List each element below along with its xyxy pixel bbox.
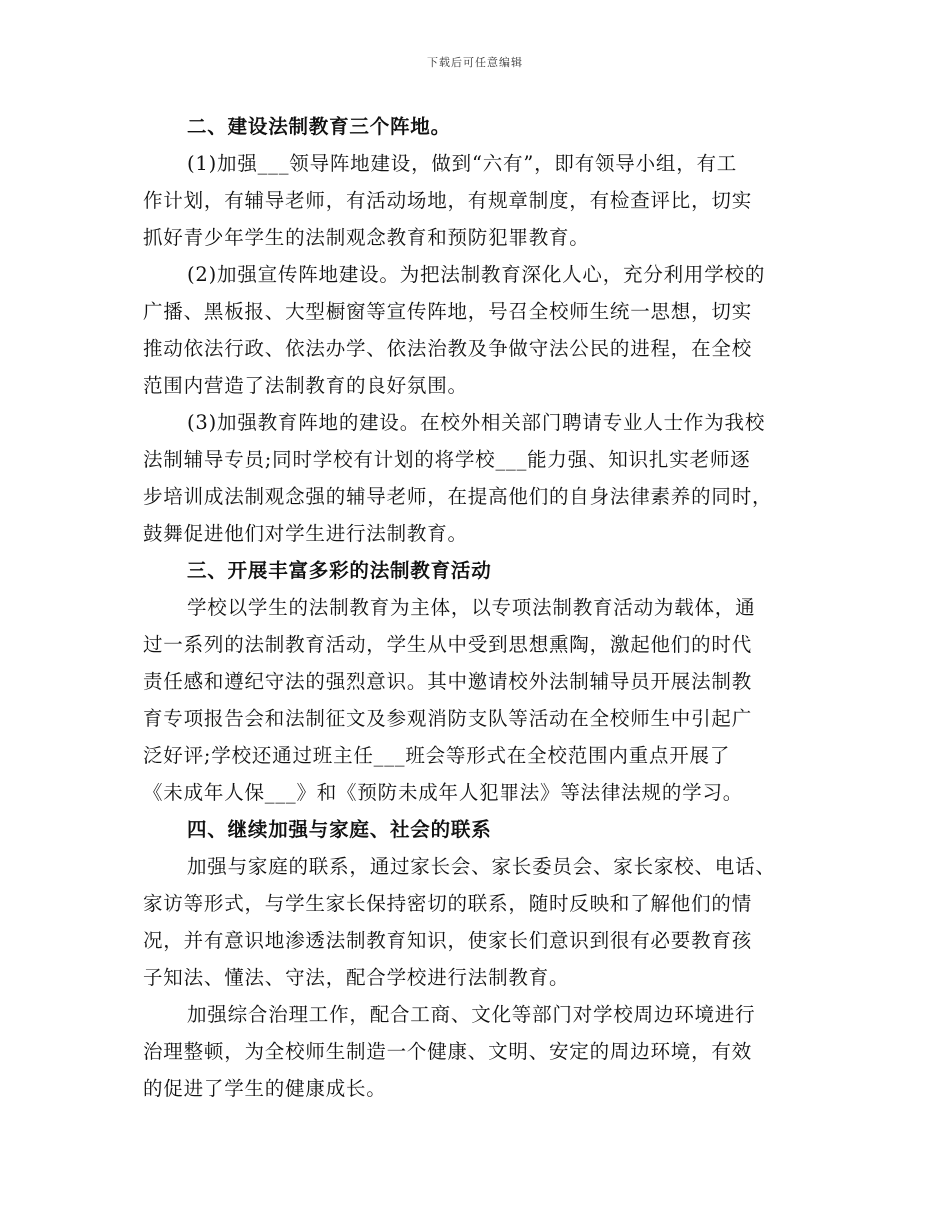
paragraph-line: 范围内营造了法制教育的良好氛围。 <box>143 374 468 397</box>
section-heading-4: 四、继续加强与家庭、社会的联系 <box>187 818 492 841</box>
paragraph-line: 作计划，有辅导老师，有活动场地，有规章制度，有检查评比，切实 <box>143 189 753 212</box>
document-body <box>143 108 813 1107</box>
paragraph-line: 子知法、懂法、守法，配合学校进行法制教育。 <box>143 966 570 989</box>
paragraph-line: 治理整顿，为全校师生制造一个健康、文明、安定的周边环境，有效 <box>143 1040 753 1063</box>
paragraph-line: 抓好青少年学生的法制观念教育和预防犯罪教育。 <box>143 226 590 249</box>
paragraph-line: 广播、黑板报、大型橱窗等宣传阵地，号召全校师生统一思想，切实 <box>143 300 753 323</box>
paragraph-line: 步培训成法制观念强的辅导老师，在提高他们的自身法律素养的同时， <box>143 485 773 508</box>
paragraph-line: (3)加强教育阵地的建设。在校外相关部门聘请专业人士作为我校 <box>187 411 766 434</box>
page-header: 下载后可任意编辑 <box>427 56 523 69</box>
paragraph-line: 加强综合治理工作，配合工商、文化等部门对学校周边环境进行 <box>187 1003 756 1026</box>
paragraph-line: 家访等形式，与学生家长保持密切的联系，随时反映和了解他们的情 <box>143 892 753 915</box>
paragraph-line: 推动依法行政、依法办学、依法治教及争做守法公民的进程，在全校 <box>143 337 753 360</box>
paragraph-line: 责任感和遵纪守法的强烈意识。其中邀请校外法制辅导员开展法制教 <box>143 670 753 693</box>
paragraph-line: 育专项报告会和法制征文及参观消防支队等活动在全校师生中引起广 <box>143 707 753 730</box>
section-heading-3: 三、开展丰富多彩的法制教育活动 <box>187 559 492 582</box>
paragraph-line: 《未成年人保___》和《预防未成年人犯罪法》等法律法规的学习。 <box>143 781 744 804</box>
paragraph-line: 加强与家庭的联系，通过家长会、家长委员会、家长家校、电话、 <box>187 855 776 878</box>
section-heading-2: 二、建设法制教育三个阵地。 <box>187 115 451 138</box>
paragraph-line: 鼓舞促进他们对学生进行法制教育。 <box>143 522 468 545</box>
paragraph-line: 学校以学生的法制教育为主体，以专项法制教育活动为载体，通 <box>187 596 756 619</box>
paragraph-line: 过一系列的法制教育活动，学生从中受到思想熏陶，激起他们的时代 <box>143 633 753 656</box>
paragraph-line: 的促进了学生的健康成长。 <box>143 1077 387 1100</box>
paragraph-line: 法制辅导专员;同时学校有计划的将学校___能力强、知识扎实老师逐 <box>143 448 751 471</box>
paragraph-line: 况，并有意识地渗透法制教育知识，使家长们意识到很有必要教育孩 <box>143 929 753 952</box>
paragraph-line: (2)加强宣传阵地建设。为把法制教育深化人心，充分利用学校的 <box>187 263 766 286</box>
paragraph-line: 泛好评;学校还通过班主任___班会等形式在全校范围内重点开展了 <box>143 744 731 767</box>
paragraph-line: (1)加强___领导阵地建设，做到“六有”，即有领导小组，有工 <box>187 152 738 175</box>
